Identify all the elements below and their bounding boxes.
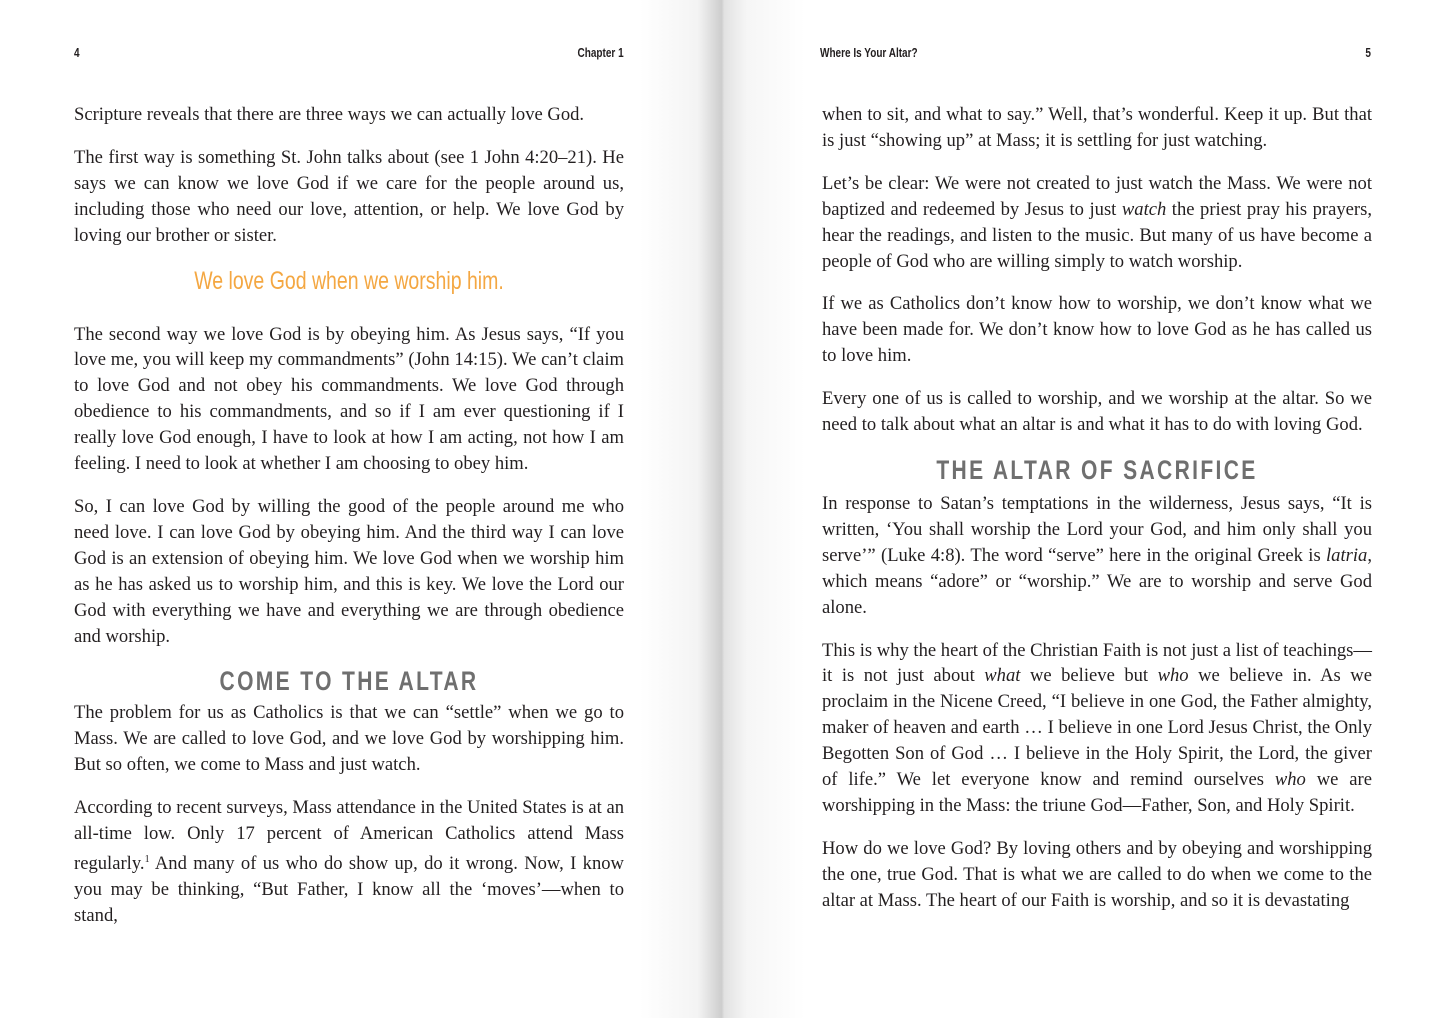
page-number: 4 — [74, 46, 80, 60]
text-run: Let’s be clear: We were not created to just watch the Mass. We were not baptized and redeemed by Jesus to just — [822, 172, 1372, 220]
text-run: we believe in. As we proclaim in the Nicene Creed, “I believe in one God, the Father almighty, maker of heaven and earth … I believe in one Lord Jesus Christ, the Only Begotten Son of God … I believe in the Holy Spirit, the Lord, the giver of life.” We let everyone know and remind ourselves — [822, 665, 1372, 791]
emphasis: who — [1157, 665, 1189, 687]
paragraph — [822, 491, 1372, 621]
paragraph: Scripture reveals that there are three ways we can actually love God. — [74, 104, 585, 125]
paragraph — [822, 638, 1372, 819]
paragraph — [74, 795, 624, 929]
section-heading: THE ALTAR OF SACRIFICE — [936, 454, 1258, 485]
section-heading: COME TO THE ALTAR — [219, 666, 479, 697]
paragraph: when to sit, and what to say.” Well, that’s wonderful. Keep it up. But that is just “showing up” at Mass; it is settling for just watching. — [822, 104, 1372, 151]
right-page — [722, 0, 1445, 1018]
text-run: This is why the heart of the Christian Faith is not just a list of teachings—it is not just about — [822, 639, 1372, 687]
page-number: 5 — [1365, 46, 1371, 60]
paragraph: If we as Catholics don’t know how to worship, we don’t know what we have been made for. We don’t know how to love God as he has called us to love him. — [822, 293, 1372, 367]
paragraph — [822, 171, 1372, 275]
running-head: Chapter 1 — [577, 46, 624, 60]
left-text-column — [74, 102, 624, 929]
pull-quote: We love God when we worship him. — [194, 266, 504, 295]
paragraph: Every one of us is called to worship, and we worship at the altar. So we need to talk about what an altar is and what it has to do with loving God. — [822, 388, 1372, 436]
emphasis: what — [984, 665, 1021, 687]
book-gutter-shadow — [640, 0, 805, 1018]
text-run: And many of us who do show up, do it wrong. Now, I know you may be thinking, “But Father, I know all the ‘moves’—when to stand, — [74, 853, 624, 926]
text-run: , which means “adore” or “worship.” We are to worship and serve God alone. — [822, 544, 1372, 618]
text-run: we believe but — [1020, 665, 1158, 687]
footnote-marker: 1 — [144, 853, 150, 865]
emphasis: watch — [1121, 198, 1167, 220]
left-page — [0, 0, 722, 1018]
emphasis: who — [1274, 769, 1306, 791]
paragraph: The first way is something St. John talks about (see 1 John 4:20–21). He says we can know we love God if we care for the people around us, including those who need our love, attention, or help. We love God by loving our brother or sister. — [74, 146, 624, 246]
text-run: In response to Satan’s temptations in the wilderness, Jesus says, “It is written, ‘You shall worship the Lord your God, and him only shall you serve’” (Luke 4:8). The word “serve” here in the original Greek is — [822, 492, 1372, 566]
paragraph: The second way we love God is by obeying him. As Jesus says, “If you love me, you will keep my commandments” (John 14:15). We can’t claim to love God and not obey his commandments. We love God through obedience to his commandments, and so if I am ever questioning if I really love God enough, I have to look at how I am acting, not how I am feeling. I need to look at whether I am choosing to obey him. — [74, 323, 624, 475]
paragraph: How do we love God? By loving others and by obeying and worshipping the one, true God. That is what we are called to do when we come to the altar at Mass. The heart of our Faith is worship, and so it is devastating — [822, 837, 1372, 911]
paragraph: So, I can love God by willing the good of the people around me who need love. I can love God by obeying him. And the third way I can love God is an extension of obeying him. We love God when we worship him as he has asked us to worship him, and this is key. We love the Lord our God with everything we have and everything we are through obedience and worship. — [74, 495, 624, 647]
running-head: Where Is Your Altar? — [820, 46, 918, 60]
text-run: the priest pray his prayers, hear the readings, and listen to the music. But many of us have become a people of God who are willing simply to watch worship. — [822, 198, 1372, 272]
paragraph: The problem for us as Catholics is that we can “settle” when we go to Mass. We are called to love God, and we love God by worshipping him. But so often, we come to Mass and just watch. — [74, 702, 624, 776]
text-run: we are worshipping in the Mass: the triune God—Father, Son, and Holy Spirit. — [822, 769, 1372, 816]
text-run: According to recent surveys, Mass attendance in the United States is at an all-time low. Only 17 percent of American Catholics attend Mass regularly. — [74, 797, 624, 875]
emphasis: latria — [1326, 544, 1368, 566]
right-text-column — [822, 102, 1372, 914]
